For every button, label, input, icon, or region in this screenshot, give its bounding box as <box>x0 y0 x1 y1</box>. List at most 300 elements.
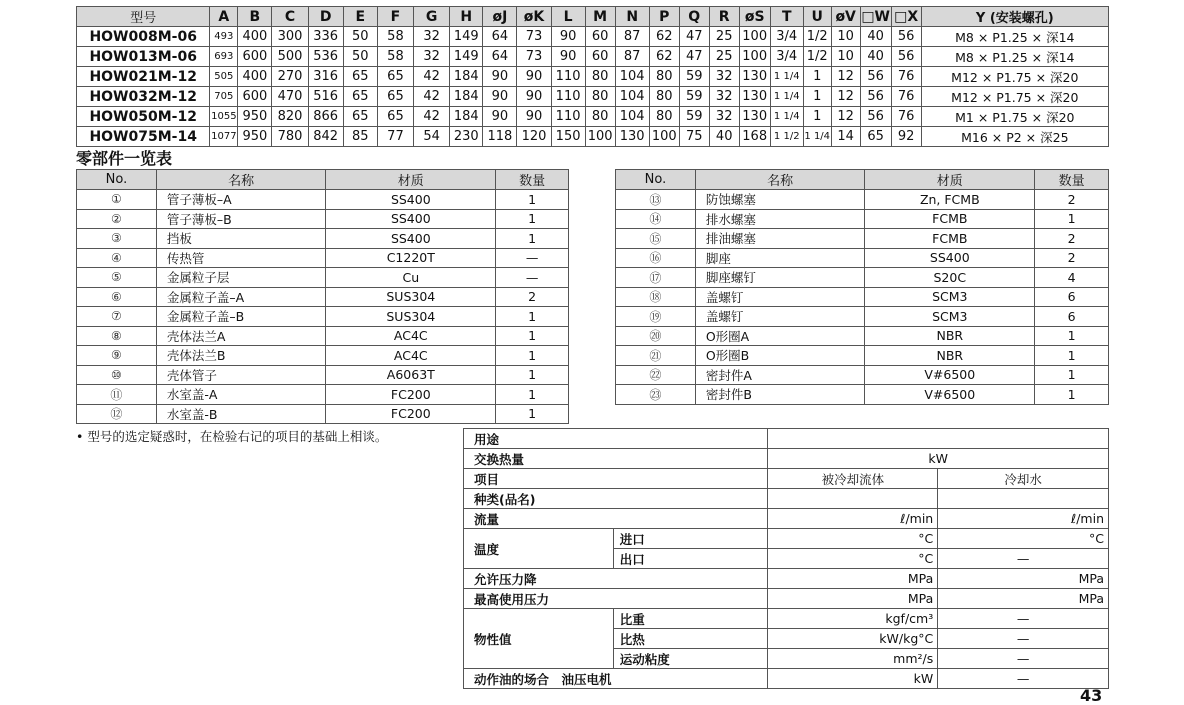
form-row-item <box>464 469 1109 489</box>
part-material: Zn, FCMB <box>865 190 1035 210</box>
dimension-cell: 32 <box>414 47 450 67</box>
dimension-cell: 110 <box>551 107 585 127</box>
dimension-cell: 1 1/4 <box>770 67 803 87</box>
dimension-cell: 25 <box>709 27 739 47</box>
dimension-cell: 40 <box>860 27 891 47</box>
dimension-cell: 130 <box>739 67 770 87</box>
inlet-cooled-unit[interactable]: °C <box>768 529 938 549</box>
part-quantity: 1 <box>496 365 569 385</box>
part-quantity: 2 <box>1035 229 1109 249</box>
part-material: NBR <box>865 346 1035 366</box>
dimension-cell: 65 <box>377 87 413 107</box>
dimension-cell: 780 <box>272 127 308 147</box>
part-quantity: — <box>496 248 569 268</box>
part-material: SUS304 <box>326 307 496 327</box>
gravity-unit[interactable]: kgf/cm³ <box>768 609 938 629</box>
dimension-cell: 59 <box>679 67 709 87</box>
dimension-cell: 90 <box>483 107 517 127</box>
dimension-cell: 90 <box>483 67 517 87</box>
dimension-column-header: øK <box>517 7 551 27</box>
dimension-cell: 32 <box>709 87 739 107</box>
part-row <box>616 326 1109 346</box>
dimension-cell: 493 <box>210 27 238 47</box>
model-name: HOW075M-14 <box>77 127 210 147</box>
outlet-water-dash: — <box>938 549 1109 569</box>
part-quantity: 1 <box>1035 385 1109 405</box>
mounting-thread: M1 × P1.75 × 深20 <box>921 107 1108 127</box>
part-quantity: 1 <box>496 209 569 229</box>
part-number: ② <box>77 209 157 229</box>
form-row-heat <box>464 449 1109 469</box>
dimension-cell: 32 <box>414 27 450 47</box>
dimension-cell: 90 <box>517 67 551 87</box>
part-name: 排水螺塞 <box>695 209 865 229</box>
dimension-cell: 76 <box>891 67 921 87</box>
part-material: V#6500 <box>865 385 1035 405</box>
dimension-cell: 842 <box>308 127 343 147</box>
part-name: 挡板 <box>156 229 326 249</box>
dimension-cell: 168 <box>739 127 770 147</box>
part-row <box>616 287 1109 307</box>
dimension-cell: 104 <box>615 67 649 87</box>
part-material: C1220T <box>326 248 496 268</box>
y-column-header: Y (安装螺孔) <box>921 7 1108 27</box>
outlet-cooled-unit[interactable]: °C <box>768 549 938 569</box>
dimension-cell: 600 <box>238 47 272 67</box>
part-name: 盖螺钉 <box>695 307 865 327</box>
dimension-cell: 1055 <box>210 107 238 127</box>
flow-cooled-unit[interactable]: ℓ/min <box>768 509 938 529</box>
no-header: No. <box>77 170 157 190</box>
dimension-cell: 500 <box>272 47 308 67</box>
dimension-cell: 77 <box>377 127 413 147</box>
dimension-cell: 184 <box>450 107 483 127</box>
gravity-label: 比重 <box>613 609 768 629</box>
dimension-column-header: B <box>238 7 272 27</box>
model-name: HOW021M-12 <box>77 67 210 87</box>
viscosity-label: 运动粘度 <box>613 649 768 669</box>
part-material: AC4C <box>326 326 496 346</box>
dimension-cell: 59 <box>679 107 709 127</box>
part-quantity: — <box>496 268 569 288</box>
pressure-drop-water-unit[interactable]: MPa <box>938 569 1109 589</box>
dimension-cell: 300 <box>272 27 308 47</box>
part-material: FC200 <box>326 404 496 424</box>
dimension-cell: 270 <box>272 67 308 87</box>
form-row-max-pressure <box>464 589 1109 609</box>
selection-note: • 型号的选定疑惑时，在检验右记的项目的基础上相谈。 <box>76 429 388 444</box>
part-row <box>616 307 1109 327</box>
dimension-column-header: G <box>414 7 450 27</box>
part-number: ⑮ <box>616 229 696 249</box>
dimension-column-header: F <box>377 7 413 27</box>
dimension-column-header: T <box>770 7 803 27</box>
dimension-cell: 230 <box>450 127 483 147</box>
usage-value[interactable] <box>768 429 1109 449</box>
dimension-cell: 10 <box>831 27 860 47</box>
dimension-cell: 87 <box>615 47 649 67</box>
part-row <box>77 365 569 385</box>
dimension-cell: 56 <box>891 47 921 67</box>
dimension-cell: 505 <box>210 67 238 87</box>
dimension-cell: 80 <box>585 87 615 107</box>
part-row <box>77 229 569 249</box>
part-row <box>77 190 569 210</box>
part-row <box>77 268 569 288</box>
outlet-label: 出口 <box>613 549 768 569</box>
hydraulic-water-dash: — <box>938 669 1109 689</box>
part-material: FCMB <box>865 229 1035 249</box>
dimension-cell: 100 <box>739 27 770 47</box>
dimension-cell: 85 <box>343 127 377 147</box>
part-number: ⑩ <box>77 365 157 385</box>
dimension-cell: 65 <box>377 107 413 127</box>
model-name: HOW013M-06 <box>77 47 210 67</box>
max-pressure-label: 最高使用压力 <box>464 589 768 609</box>
part-quantity: 1 <box>496 307 569 327</box>
model-name: HOW008M-06 <box>77 27 210 47</box>
dimension-column-header: R <box>709 7 739 27</box>
part-name: 管子薄板–A <box>156 190 326 210</box>
part-name: 金属粒子层 <box>156 268 326 288</box>
dimension-column-header: øJ <box>483 7 517 27</box>
dimension-row <box>77 87 1109 107</box>
part-number: ⑫ <box>77 404 157 424</box>
mounting-thread: M16 × P2 × 深25 <box>921 127 1108 147</box>
part-name: 脚座 <box>695 248 865 268</box>
material-header: 材质 <box>326 170 496 190</box>
dimension-row <box>77 107 1109 127</box>
part-row <box>616 346 1109 366</box>
dimension-cell: 1 1/2 <box>770 127 803 147</box>
mounting-thread: M8 × P1.25 × 深14 <box>921 27 1108 47</box>
dimension-cell: 130 <box>615 127 649 147</box>
part-material: SS400 <box>326 209 496 229</box>
part-row <box>616 209 1109 229</box>
model-column-header: 型号 <box>77 7 210 27</box>
dimension-cell: 47 <box>679 47 709 67</box>
dimension-cell: 1 <box>803 87 831 107</box>
dimension-cell: 184 <box>450 87 483 107</box>
heat-unit[interactable]: kW <box>768 449 1109 469</box>
part-number: ⑦ <box>77 307 157 327</box>
kind-label: 种类(品名) <box>464 489 768 509</box>
model-name: HOW050M-12 <box>77 107 210 127</box>
parts-table-left <box>76 169 569 424</box>
inquiry-form <box>463 428 1109 689</box>
dimension-cell: 54 <box>414 127 450 147</box>
form-row-kind <box>464 489 1109 509</box>
gravity-water-dash: — <box>938 609 1109 629</box>
max-pressure-water-unit[interactable]: MPa <box>938 589 1109 609</box>
dimension-row <box>77 67 1109 87</box>
dimension-cell: 59 <box>679 87 709 107</box>
dimension-cell: 90 <box>551 47 585 67</box>
part-row <box>616 248 1109 268</box>
part-material: V#6500 <box>865 365 1035 385</box>
dimension-cell: 336 <box>308 27 343 47</box>
dimension-cell: 104 <box>615 87 649 107</box>
dimension-cell: 80 <box>585 67 615 87</box>
dimension-cell: 42 <box>414 107 450 127</box>
dimension-column-header: Q <box>679 7 709 27</box>
part-quantity: 1 <box>1035 326 1109 346</box>
part-material: S20C <box>865 268 1035 288</box>
part-row <box>77 385 569 405</box>
dimension-cell: 60 <box>585 27 615 47</box>
dimension-row <box>77 47 1109 67</box>
part-row <box>616 365 1109 385</box>
part-quantity: 1 <box>496 229 569 249</box>
dimension-cell: 1077 <box>210 127 238 147</box>
part-number: ㉒ <box>616 365 696 385</box>
dimension-cell: 80 <box>585 107 615 127</box>
kind-cooled-value[interactable] <box>768 489 938 509</box>
dimension-column-header: E <box>343 7 377 27</box>
part-name: 密封件B <box>695 385 865 405</box>
part-quantity: 1 <box>496 326 569 346</box>
part-name: 壳体管子 <box>156 365 326 385</box>
dimension-cell: 56 <box>860 107 891 127</box>
dimension-cell: 950 <box>238 107 272 127</box>
dimension-cell: 40 <box>709 127 739 147</box>
dimension-cell: 536 <box>308 47 343 67</box>
temp-label: 温度 <box>464 529 614 569</box>
part-number: ⑭ <box>616 209 696 229</box>
dimension-cell: 14 <box>831 127 860 147</box>
part-name: 密封件A <box>695 365 865 385</box>
form-row-gravity <box>464 609 1109 629</box>
part-name: 水室盖-A <box>156 385 326 405</box>
dimension-cell: 12 <box>831 107 860 127</box>
part-number: ⑱ <box>616 287 696 307</box>
max-pressure-cooled-unit[interactable]: MPa <box>768 589 938 609</box>
fluid-water-header: 冷却水 <box>938 469 1109 489</box>
item-label: 项目 <box>464 469 768 489</box>
dimension-cell: 1 1/4 <box>803 127 831 147</box>
dimension-cell: 516 <box>308 87 343 107</box>
part-quantity: 1 <box>496 404 569 424</box>
dimension-cell: 62 <box>649 27 679 47</box>
dimension-cell: 42 <box>414 67 450 87</box>
dimension-cell: 149 <box>450 47 483 67</box>
dimension-cell: 80 <box>649 87 679 107</box>
no-header: No. <box>616 170 696 190</box>
part-quantity: 2 <box>1035 248 1109 268</box>
dimension-cell: 149 <box>450 27 483 47</box>
part-material: SCM3 <box>865 307 1035 327</box>
dimension-cell: 130 <box>739 107 770 127</box>
dimension-cell: 10 <box>831 47 860 67</box>
mounting-thread: M8 × P1.25 × 深14 <box>921 47 1108 67</box>
dimension-cell: 470 <box>272 87 308 107</box>
part-row <box>77 248 569 268</box>
part-row <box>616 385 1109 405</box>
form-row-hydraulic <box>464 669 1109 689</box>
part-name: O形圈A <box>695 326 865 346</box>
hydraulic-unit[interactable]: kW <box>768 669 938 689</box>
parts-header-row <box>77 170 569 190</box>
dimension-cell: 56 <box>891 27 921 47</box>
part-row <box>616 229 1109 249</box>
dimension-cell: 58 <box>377 27 413 47</box>
name-header: 名称 <box>695 170 865 190</box>
inlet-water-unit[interactable]: °C <box>938 529 1109 549</box>
dimension-cell: 705 <box>210 87 238 107</box>
part-material: Cu <box>326 268 496 288</box>
part-material: SUS304 <box>326 287 496 307</box>
part-quantity: 6 <box>1035 307 1109 327</box>
part-material: SS400 <box>326 190 496 210</box>
dimension-cell: 75 <box>679 127 709 147</box>
part-number: ⑰ <box>616 268 696 288</box>
dimension-cell: 600 <box>238 87 272 107</box>
dimension-header-row <box>77 7 1109 27</box>
part-material: NBR <box>865 326 1035 346</box>
dimension-cell: 400 <box>238 27 272 47</box>
part-number: ⑧ <box>77 326 157 346</box>
part-quantity: 1 <box>496 346 569 366</box>
quantity-header: 数量 <box>1035 170 1109 190</box>
dimension-cell: 100 <box>649 127 679 147</box>
part-material: A6063T <box>326 365 496 385</box>
dimension-cell: 100 <box>585 127 615 147</box>
part-name: 排油螺塞 <box>695 229 865 249</box>
dimension-cell: 130 <box>739 87 770 107</box>
kind-water-value[interactable] <box>938 489 1109 509</box>
part-quantity: 1 <box>496 190 569 210</box>
dimension-cell: 56 <box>860 67 891 87</box>
dimension-cell: 92 <box>891 127 921 147</box>
heat-label: 交换热量 <box>464 449 768 469</box>
dimension-cell: 80 <box>649 67 679 87</box>
part-name: 壳体法兰B <box>156 346 326 366</box>
viscosity-water-dash: — <box>938 649 1109 669</box>
part-number: ③ <box>77 229 157 249</box>
form-row-temp-in <box>464 529 1109 549</box>
form-row-usage <box>464 429 1109 449</box>
dimension-cell: 42 <box>414 87 450 107</box>
dimension-cell: 76 <box>891 107 921 127</box>
part-quantity: 2 <box>496 287 569 307</box>
part-material: FCMB <box>865 209 1035 229</box>
dimension-cell: 65 <box>343 107 377 127</box>
dimension-cell: 90 <box>483 87 517 107</box>
part-quantity: 1 <box>1035 209 1109 229</box>
dimension-column-header: M <box>585 7 615 27</box>
dimension-cell: 1 1/4 <box>770 87 803 107</box>
part-number: ⑲ <box>616 307 696 327</box>
dimension-column-header: U <box>803 7 831 27</box>
part-name: 盖螺钉 <box>695 287 865 307</box>
dimension-row <box>77 27 1109 47</box>
flow-water-unit[interactable]: ℓ/min <box>938 509 1109 529</box>
page-number: 43 <box>1080 686 1103 705</box>
spec-heat-water-dash: — <box>938 629 1109 649</box>
part-row <box>616 268 1109 288</box>
viscosity-unit[interactable]: mm²/s <box>768 649 938 669</box>
dimension-cell: 866 <box>308 107 343 127</box>
dimension-cell: 62 <box>649 47 679 67</box>
dimension-cell: 12 <box>831 87 860 107</box>
part-number: ⑨ <box>77 346 157 366</box>
dimension-cell: 56 <box>860 87 891 107</box>
part-row <box>77 346 569 366</box>
dimension-column-header: A <box>210 7 238 27</box>
fluid-cooled-header: 被冷却流体 <box>768 469 938 489</box>
dimension-table <box>76 6 1109 147</box>
part-number: ⑪ <box>77 385 157 405</box>
dimension-cell: 65 <box>343 87 377 107</box>
part-quantity: 2 <box>1035 190 1109 210</box>
part-number: ④ <box>77 248 157 268</box>
dimension-cell: 104 <box>615 107 649 127</box>
dimension-cell: 25 <box>709 47 739 67</box>
dimension-cell: 32 <box>709 107 739 127</box>
dimension-cell: 12 <box>831 67 860 87</box>
dimension-cell: 32 <box>709 67 739 87</box>
dimension-cell: 65 <box>377 67 413 87</box>
dimension-cell: 184 <box>450 67 483 87</box>
part-number: ㉑ <box>616 346 696 366</box>
dimension-cell: 1 <box>803 67 831 87</box>
parts-list-title: 零部件一览表 <box>76 149 173 168</box>
dimension-cell: 1/2 <box>803 47 831 67</box>
dimension-cell: 40 <box>860 47 891 67</box>
dimension-column-header: D <box>308 7 343 27</box>
part-material: SCM3 <box>865 287 1035 307</box>
part-row <box>77 307 569 327</box>
dimension-column-header: øS <box>739 7 770 27</box>
dimension-cell: 90 <box>517 87 551 107</box>
dimension-cell: 110 <box>551 87 585 107</box>
part-quantity: 1 <box>496 385 569 405</box>
dimension-cell: 3/4 <box>770 27 803 47</box>
inlet-label: 进口 <box>613 529 768 549</box>
pressure-drop-label: 允许压力降 <box>464 569 768 589</box>
part-row <box>77 326 569 346</box>
dimension-cell: 58 <box>377 47 413 67</box>
part-number: ㉓ <box>616 385 696 405</box>
part-number: ⑬ <box>616 190 696 210</box>
part-material: SS400 <box>865 248 1035 268</box>
dimension-cell: 693 <box>210 47 238 67</box>
dimension-cell: 65 <box>343 67 377 87</box>
props-label: 物性值 <box>464 609 614 669</box>
dimension-cell: 87 <box>615 27 649 47</box>
part-name: 防蚀螺塞 <box>695 190 865 210</box>
dimension-cell: 400 <box>238 67 272 87</box>
part-row <box>77 209 569 229</box>
part-quantity: 1 <box>1035 346 1109 366</box>
part-number: ① <box>77 190 157 210</box>
part-name: 水室盖-B <box>156 404 326 424</box>
dimension-cell: 110 <box>551 67 585 87</box>
dimension-cell: 90 <box>517 107 551 127</box>
dimension-cell: 64 <box>483 27 517 47</box>
pressure-drop-cooled-unit[interactable]: MPa <box>768 569 938 589</box>
name-header: 名称 <box>156 170 326 190</box>
part-name: 管子薄板–B <box>156 209 326 229</box>
part-name: 金属粒子盖–A <box>156 287 326 307</box>
material-header: 材质 <box>865 170 1035 190</box>
part-name: 传热管 <box>156 248 326 268</box>
dimension-cell: 73 <box>517 27 551 47</box>
spec-heat-unit[interactable]: kW/kg°C <box>768 629 938 649</box>
dimension-cell: 100 <box>739 47 770 67</box>
usage-label: 用途 <box>464 429 768 449</box>
dimension-row <box>77 127 1109 147</box>
